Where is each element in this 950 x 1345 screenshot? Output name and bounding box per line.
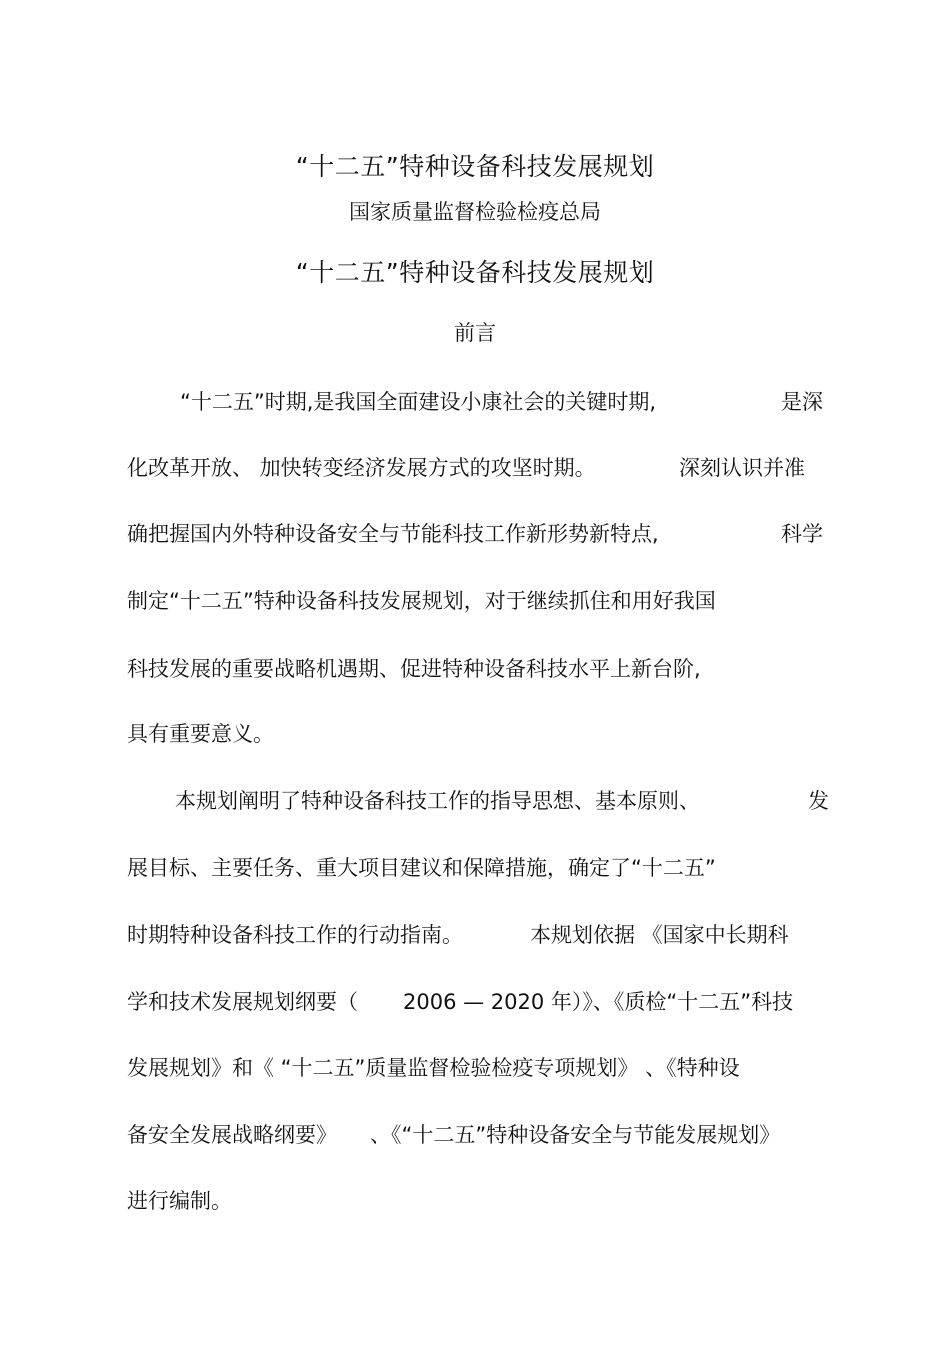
preface-heading: 前言 <box>454 321 496 345</box>
paragraph-2-line-1-left: 本规划阐明了特种设备科技工作的指导思想、基本原则、 <box>175 789 700 813</box>
paragraph-2-line-6-left: 备安全发展战略纲要》 <box>127 1123 337 1147</box>
issuer-name: 国家质量监督检验检疫总局 <box>349 200 601 224</box>
paragraph-1-line-1-left: “十二五”时期,是我国全面建设小康社会的关键时期, <box>180 390 657 414</box>
paragraph-1-line-6: 具有重要意义。 <box>127 722 274 746</box>
paragraph-2-line-2: 展目标、主要任务、重大项目建议和保障措施，确定了“十二五” <box>127 856 716 880</box>
paragraph-1-line-4: 制定“十二五”特种设备科技发展规划，对于继续抓住和用好我国 <box>127 589 716 613</box>
paragraph-2-line-5: 发展规划》和《 “十二五”质量监督检验检疫专项规划》 、《特种设 <box>127 1056 740 1080</box>
paragraph-1-line-1-right: 是深 <box>781 390 823 414</box>
paragraph-1-line-5: 科技发展的重要战略机遇期、促进特种设备科技水平上新台阶, <box>127 657 701 681</box>
paragraph-1-line-2-right: 深刻认识并准 <box>679 456 805 480</box>
paragraph-2-line-7: 进行编制。 <box>127 1189 232 1213</box>
document-title-top: “十二五”特种设备科技发展规划 <box>295 152 655 181</box>
paragraph-1-line-3-right: 科学 <box>781 522 823 546</box>
paragraph-1-line-2-left: 化改革开放、 加快转变经济发展方式的攻坚时期。 <box>127 456 596 480</box>
paragraph-2-line-4-right: 2006 — 2020 年）》、《质检“十二五”科技 <box>403 990 794 1014</box>
paragraph-2-line-1-right: 发 <box>808 789 829 813</box>
document-title-main: “十二五”特种设备科技发展规划 <box>295 258 655 287</box>
paragraph-2-line-6-right: 、《“十二五”特种设备安全与节能发展规划》 <box>370 1123 781 1147</box>
paragraph-2-line-3-left: 时期特种设备科技工作的行动指南。 <box>127 923 463 947</box>
paragraph-2-line-3-right: 本规划依据 《国家中长期科 <box>530 923 789 947</box>
paragraph-2-line-4-left: 学和技术发展规划纲要（ <box>127 990 358 1014</box>
paragraph-1-line-3-left: 确把握国内外特种设备安全与节能科技工作新形势新特点, <box>127 522 659 546</box>
